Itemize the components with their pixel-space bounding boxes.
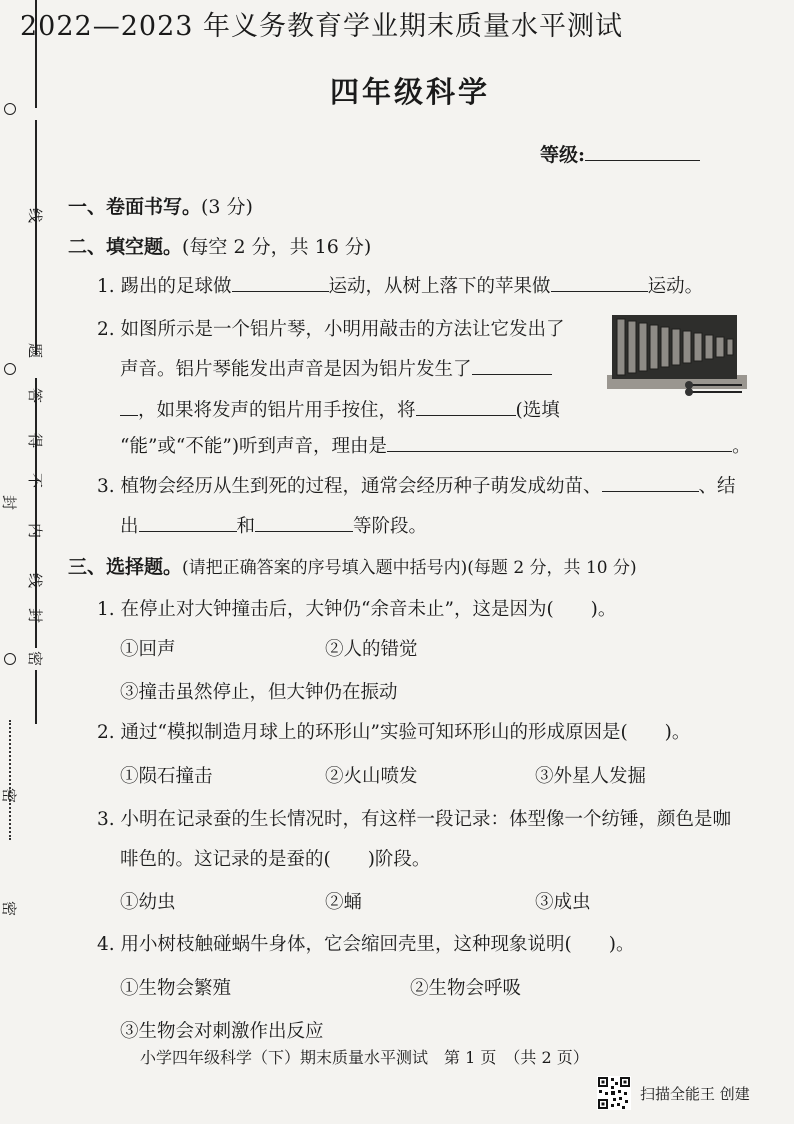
choice-question-2: 2. 通过“模拟制造月球上的环形山”实验可知环形山的形成原因是( )。 [97, 722, 691, 743]
grade-blank[interactable] [585, 141, 700, 161]
margin-char: 内 [26, 522, 45, 539]
fill-q3-text: 3. 植物会经历从生到死的过程，通常会经历种子萌发成幼苗、 [97, 476, 602, 497]
margin-circle [4, 103, 16, 115]
section-2-score: (每空 2 分，共 16 分) [182, 236, 372, 258]
choice-q2-option-1[interactable]: ①陨石撞击 [120, 766, 213, 787]
choice-q4-option-1[interactable]: ①生物会繁殖 [120, 978, 232, 999]
answer-blank[interactable] [416, 397, 516, 417]
answer-blank[interactable] [551, 273, 648, 293]
fill-q1-text: 1. 踢出的足球做 [97, 276, 232, 297]
margin-char: 密 [0, 787, 19, 804]
section-3-score: (请把正确答案的序号填入题中括号内)(每题 2 分，共 10 分) [182, 558, 637, 578]
scanner-watermark: 扫描全能王 创建 [640, 1085, 750, 1103]
answer-blank[interactable] [602, 473, 699, 493]
choice-q4-option-3[interactable]: ③生物会对刺激作出反应 [120, 1021, 324, 1042]
margin-char: 密 [26, 650, 45, 667]
choice-q1-option-1[interactable]: ①回声 [120, 639, 176, 660]
fill-q2-text: 声音。铝片琴能发出声音是因为铝片发生了 [120, 359, 472, 380]
qr-code-icon [597, 1076, 631, 1110]
fill-q3-text: 、结 [698, 476, 736, 497]
margin-line [35, 120, 37, 355]
choice-question-4: 4. 用小树枝触碰蜗牛身体，它会缩回壳里，这种现象说明( )。 [97, 934, 635, 955]
section-3-heading [68, 552, 637, 579]
margin-circle [4, 363, 16, 375]
fill-q3-text: 和 [236, 516, 256, 537]
margin-circle [4, 653, 16, 665]
fill-q2-text: “能”或“不能”)听到声音，理由是 [120, 436, 388, 457]
answer-blank[interactable] [232, 273, 329, 293]
xylophone-image [607, 315, 747, 397]
margin-char: 不 [26, 472, 45, 489]
choice-question-1: 1. 在停止对大钟撞击后，大钟仍“余音未止”，这是因为( )。 [97, 599, 617, 620]
section-2-heading [68, 232, 371, 259]
margin-char: 题 [26, 342, 45, 359]
fill-question-2-line-1: 2. 如图所示是一个铝片琴，小明用敲击的方法让它发出了 [97, 319, 565, 340]
fill-question-2-line-4 [120, 432, 751, 458]
margin-char: 得 [26, 432, 45, 449]
fill-q2-text: ，如果将发声的铝片用手按住，将 [138, 400, 416, 421]
section-1-heading [68, 192, 253, 219]
choice-q2-option-2[interactable]: ②火山喷发 [325, 766, 418, 787]
margin-char: 线 [26, 207, 45, 224]
answer-blank[interactable] [255, 513, 353, 533]
fill-q1-text: 运动。 [647, 276, 704, 297]
exam-title: 2022—2023 年义务教育学业期末质量水平测试 [20, 11, 624, 42]
fill-question-2-line-2 [120, 355, 552, 381]
choice-question-3-line-2: 啡色的。这记录的是蚕的( )阶段。 [120, 849, 431, 870]
fill-q3-text: 出 [120, 516, 139, 537]
margin-line [35, 670, 37, 724]
margin-char: 封 [26, 607, 45, 624]
grade-field [540, 140, 700, 167]
fill-q2-text: (选填 [515, 400, 560, 421]
fill-question-3-line-2 [120, 512, 427, 538]
fill-question-1 [97, 272, 703, 298]
margin-char: 密 [0, 900, 19, 917]
choice-q2-option-3[interactable]: ③外星人发掘 [535, 766, 647, 787]
mallet-head [685, 381, 693, 389]
fill-q2-text: 。 [732, 436, 751, 457]
margin-char: 答 [26, 387, 45, 404]
answer-blank[interactable] [139, 513, 237, 533]
margin-line [35, 0, 37, 108]
section-1-score: (3 分) [201, 196, 253, 218]
choice-q4-option-2[interactable]: ②生物会呼吸 [410, 978, 522, 999]
choice-question-3-line-1: 3. 小明在记录蚕的生长情况时，有这样一段记录：体型像一个纺锤，颜色是咖 [97, 809, 732, 830]
choice-q1-option-2[interactable]: ②人的错觉 [325, 639, 418, 660]
mallet-head [685, 388, 693, 396]
section-3-title: 三、选择题。 [68, 556, 183, 578]
margin-dots [9, 720, 11, 840]
choice-q3-option-1[interactable]: ①幼虫 [120, 892, 176, 913]
fill-q1-text: 运动，从树上落下的苹果做 [328, 276, 551, 297]
subject-title: 四年级科学 [330, 75, 491, 109]
section-1-title: 一、卷面书写。 [68, 196, 202, 218]
choice-q1-option-3[interactable]: ③撞击虽然停止，但大钟仍在振动 [120, 682, 398, 703]
fill-q3-text: 等阶段。 [353, 516, 428, 537]
answer-blank[interactable] [120, 397, 138, 417]
margin-char: 封 [0, 494, 19, 511]
page-footer: 小学四年级科学（下）期末质量水平测试 第 1 页 （共 2 页） [140, 1048, 589, 1067]
answer-blank[interactable] [387, 433, 732, 453]
fill-question-3-line-1 [97, 472, 736, 498]
section-2-title: 二、填空题。 [68, 236, 183, 258]
choice-q3-option-2[interactable]: ②蛹 [325, 892, 363, 913]
answer-blank[interactable] [472, 356, 552, 376]
grade-label: 等级: [540, 144, 586, 166]
choice-q3-option-3[interactable]: ③成虫 [535, 892, 591, 913]
margin-char: 线 [26, 572, 45, 589]
fill-question-2-line-3 [120, 396, 560, 422]
